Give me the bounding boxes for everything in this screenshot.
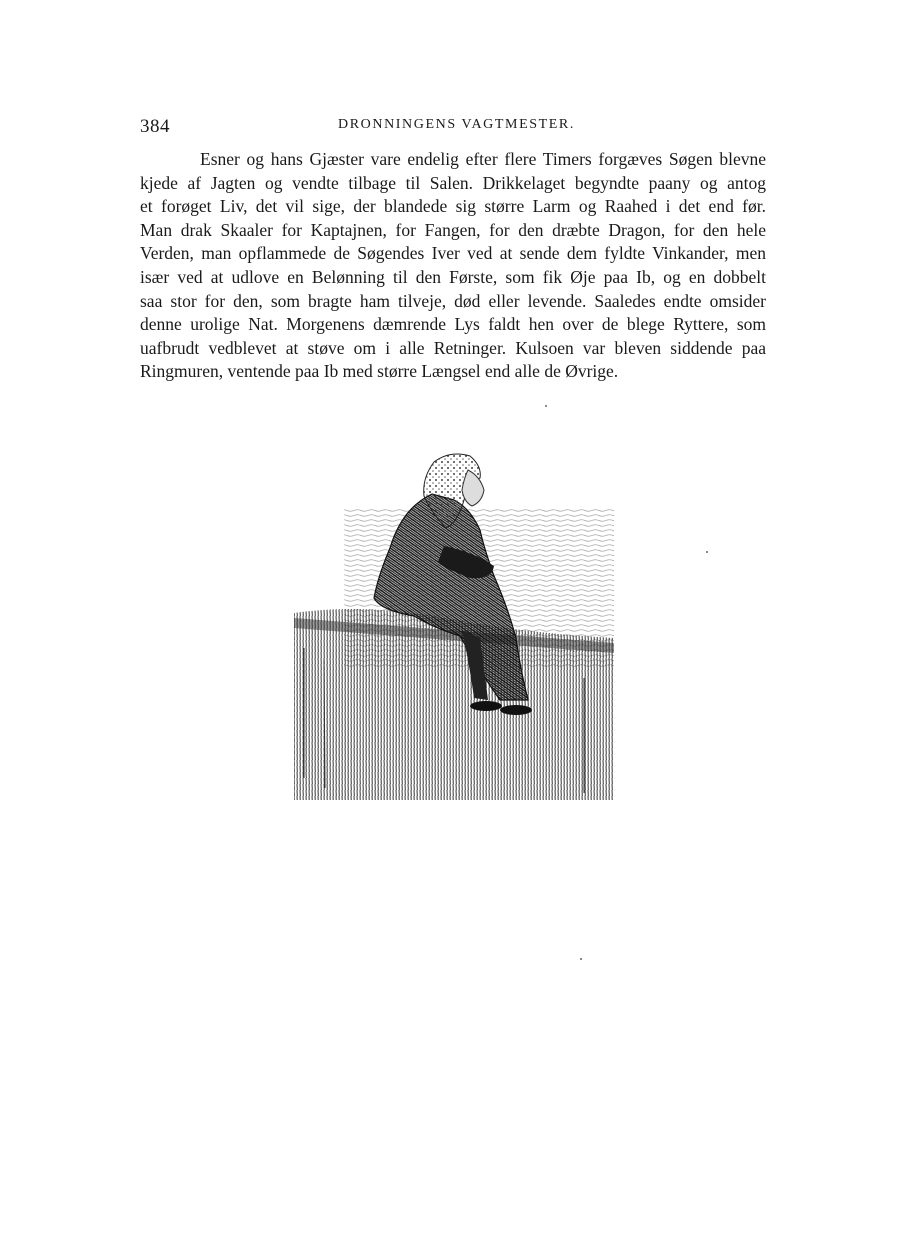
print-speck xyxy=(706,551,708,553)
text-line: saa stor for den, som bragte ham tilveje, død eller levende. Saaledes endte omsider xyxy=(140,290,766,311)
text-line: uafbrudt vedblevet at støve om i alle Retninger. Kulsoen var bleven siddende paa xyxy=(140,337,766,358)
text-line: kjede af Jagten og vendte tilbage til Salen. Drikkelaget begyndte paany og antog xyxy=(140,172,766,193)
page-number: 384 xyxy=(140,116,170,137)
right-shoe xyxy=(500,705,532,715)
page-header xyxy=(140,114,765,138)
text-line: især ved at udlove en Belønning til den Første, som fik Øje paa Ib, og en dobbelt xyxy=(140,266,766,287)
print-speck xyxy=(580,958,582,960)
engraving-illustration xyxy=(284,448,620,800)
body-paragraph xyxy=(140,148,766,384)
text-line: et forøget Liv, det vil sige, der blandede sig større Larm og Raahed i det end før. xyxy=(140,196,766,217)
left-shoe xyxy=(470,701,502,711)
running-title: DRONNINGENS VAGTMESTER. xyxy=(338,117,575,132)
text-line: denne urolige Nat. Morgenens dæmrende Lys faldt hen over de blege Ryttere, som xyxy=(140,314,766,335)
text-line: Man drak Skaaler for Kaptajnen, for Fangen, for den dræbte Dragon, for den hele xyxy=(140,219,766,240)
text-line: Esner og hans Gjæster vare endelig efter flere Timers forgæves Søgen blevne xyxy=(200,149,766,169)
print-speck xyxy=(545,405,547,407)
text-line: Verden, man opflammede de Søgendes Iver ved at sende dem fyldte Vinkander, men xyxy=(140,243,766,264)
text-line: Ringmuren, ventende paa Ib med større Længsel end alle de Øvrige. xyxy=(140,361,619,382)
